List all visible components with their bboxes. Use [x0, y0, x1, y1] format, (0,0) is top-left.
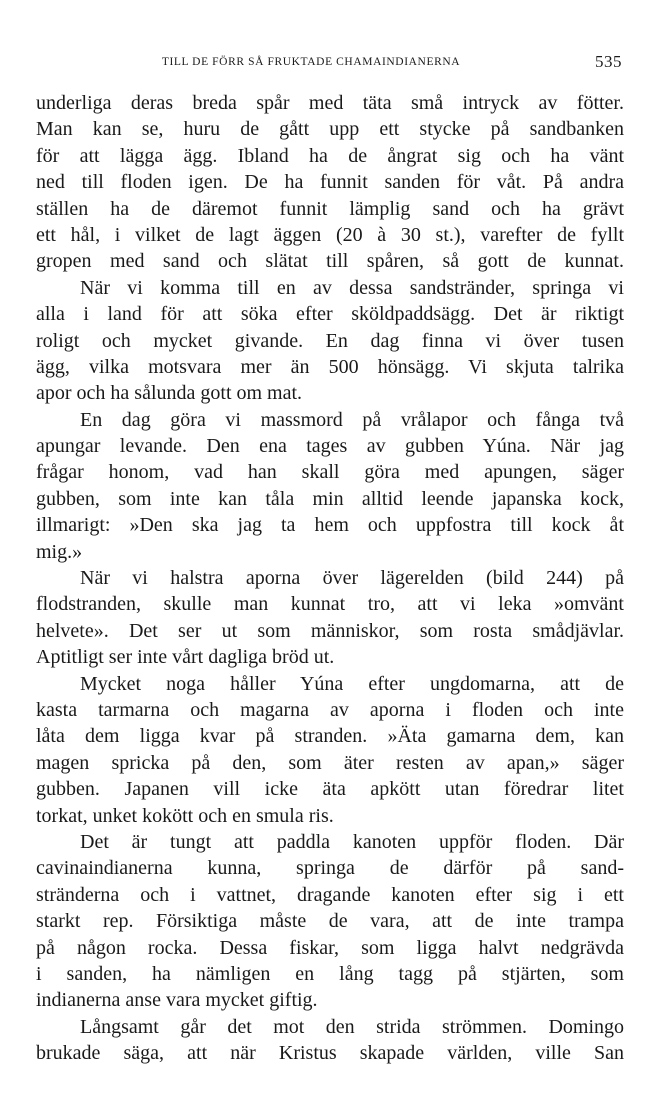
text-line: apungar levande. Den ena tages av gubben Yúna. När jag — [36, 435, 624, 458]
text-line: helvete». Det ser ut som människor, som rosta smådjävlar. — [36, 619, 624, 642]
text-line: Aptitligt ser inte vårt dagliga bröd ut. — [36, 646, 335, 669]
text-line: ägg, vilka motsvara mer än 500 hönsägg. Vi skjuta talrika — [36, 355, 624, 378]
text-line: illmarigt: »Den ska jag ta hem och uppfostra till kock åt — [36, 514, 624, 537]
text-line: gubben, som inte kan tåla min alltid leende japanska kock, — [36, 487, 624, 510]
text-line: på någon rocka. Dessa fiskar, som ligga halvt nedgrävda — [36, 936, 624, 959]
text-line: gropen med sand och slätat till spåren, så gott de kunnat. — [36, 250, 624, 273]
text-line: Man kan se, huru de gått upp ett stycke på sandbanken — [36, 118, 624, 141]
text-line: magen spricka på den, som äter resten av apan,» säger — [36, 751, 624, 774]
text-line: starkt rep. Försiktiga måste de vara, att de inte trampa — [36, 910, 624, 933]
text-line: frågar honom, vad han skall göra med apungen, säger — [36, 461, 624, 484]
text-line: alla i land för att söka efter sköldpaddsägg. Det är riktigt — [36, 303, 624, 326]
text-line: torkat, unket kokött och en smula ris. — [36, 804, 334, 827]
running-head — [36, 52, 626, 74]
text-line: indianerna anse vara mycket giftig. — [36, 989, 318, 1012]
text-line: stränderna och i vattnet, dragande kanoten efter sig i ett — [36, 883, 624, 906]
page-number: 535 — [595, 52, 622, 71]
text-line: Det är tungt att paddla kanoten uppför floden. Där — [80, 830, 624, 853]
text-line: apor och ha sålunda gott om mat. — [36, 382, 303, 405]
text-line: i sanden, ha nämligen en lång tagg på stjärten, som — [36, 962, 624, 985]
text-line: roligt och mycket givande. En dag finna vi över tusen — [36, 329, 624, 352]
text-line: mig.» — [36, 540, 83, 563]
running-head-title: TILL DE FÖRR SÅ FRUKTADE CHAMAINDIANERNA — [161, 56, 461, 68]
text-line: ställen ha de däremot funnit lämplig sand och ha grävt — [36, 197, 624, 220]
text-line: flodstranden, skulle man kunnat tro, att vi leka »omvänt — [36, 593, 624, 616]
text-line: ned till floden igen. De ha funnit sanden för våt. På andra — [36, 171, 624, 194]
body-text — [36, 90, 624, 1066]
text-line: En dag göra vi massmord på vrålapor och fånga två — [80, 408, 624, 431]
text-line: gubben. Japanen vill icke äta apkött utan föredrar litet — [36, 778, 624, 801]
text-line: för att lägga ägg. Ibland ha de ångrat sig och ha vänt — [36, 144, 624, 167]
text-line: cavinaindianerna kunna, springa de därför på sand- — [36, 857, 624, 880]
text-line: Långsamt går det mot den strida strömmen. Domingo — [80, 1015, 624, 1038]
text-line: När vi halstra aporna över lägerelden (bild 244) på — [80, 567, 624, 590]
text-line: Mycket noga håller Yúna efter ungdomarna, att de — [80, 672, 624, 695]
text-line: underliga deras breda spår med täta små intryck av fötter. — [36, 92, 624, 114]
text-line: brukade säga, att när Kristus skapade världen, ville San — [36, 1042, 624, 1065]
text-line: kasta tarmarna och magarna av aporna i floden och inte — [36, 698, 624, 721]
text-line: låta dem ligga kvar på stranden. »Äta gamarna dem, kan — [36, 725, 624, 748]
text-line: När vi komma till en av dessa sandstränder, springa vi — [80, 276, 624, 299]
text-line: ett hål, i vilket de lagt äggen (20 à 30 st.), varefter de fyllt — [36, 223, 624, 246]
